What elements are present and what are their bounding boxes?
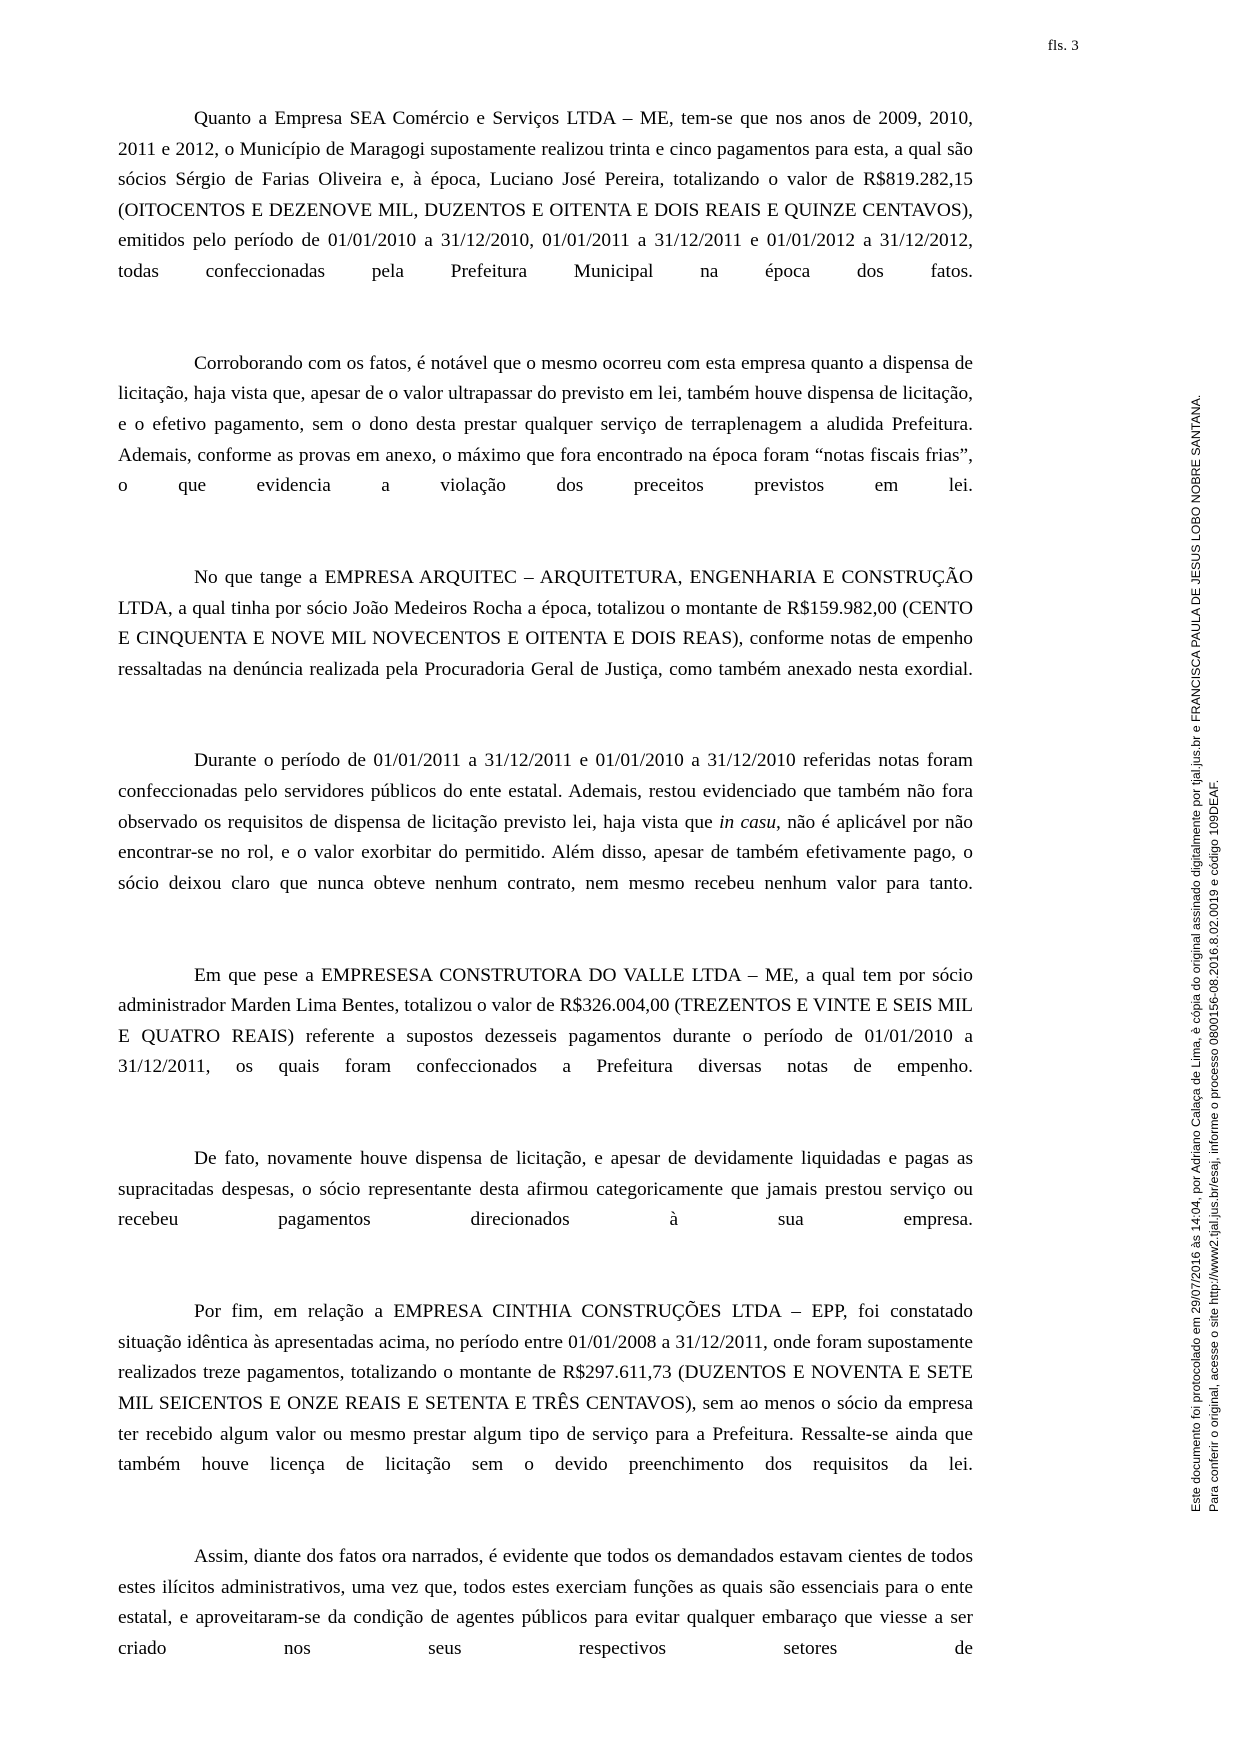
paragraph-arquitec: No que tange a EMPRESA ARQUITEC – ARQUITETURA, ENGENHARIA E CONSTRUÇÃO LTDA, a qual tinha por sócio João Medeiros Rocha a época, totalizou o montante de R$159.982,00 (CENTO E CINQUENTA E NOVE MIL NOVECENTOS E OITENTA E DOIS REAS), conforme notas de empenho ressaltadas na denúncia realizada pela Procuradoria Geral de Justiça, como também anexado nesta exordial.	[118, 566, 973, 680]
document-body	[118, 104, 973, 1695]
signature-verification-line: Para conferir o original, acesse o site http://www2.tjal.jus.br/esaj, informe o processo 0800156-08.2016.8.02.0019 e código 109DEAF.	[1207, 779, 1221, 1512]
paragraph-de-fato: De fato, novamente houve dispensa de licitação, e apesar de devidamente liquidadas e pagas as supracitadas despesas, o sócio representante desta afirmou categoricamente que jamais prestou serviço ou recebeu pagamentos direcionados à sua empresa.	[118, 1148, 973, 1231]
page-folio-number: fls. 3	[1047, 38, 1079, 54]
paragraph-durante-periodo	[118, 746, 973, 930]
paragraph-cinthia-construcoes: Por fim, em relação a EMPRESA CINTHIA CONSTRUÇÕES LTDA – EPP, foi constatado situação idêntica às apresentadas acima, no período entre 01/01/2008 a 31/12/2011, onde foram supostamente realizados treze pagamentos, totalizando o montante de R$297.611,73 (DUZENTOS E NOVENTA E SETE MIL SEICENTOS E ONZE REAIS E SETENTA E TRÊS CENTAVOS), sem ao menos o sócio da empresa ter recebido algum valor ou mesmo prestar algum tipo de serviço para a Prefeitura. Ressalte-se ainda que também houve licença de licitação sem o devido preenchimento dos requisitos da lei.	[118, 1301, 973, 1476]
paragraph-corroborando: Corroborando com os fatos, é notável que o mesmo ocorreu com esta empresa quanto a dispensa de licitação, haja vista que, apesar de o valor ultrapassar do previsto em lei, também houve dispensa de licitação, e o efetivo pagamento, sem o dono desta prestar qualquer serviço de terraplenagem a aludida Prefeitura. Ademais, conforme as provas em anexo, o máximo que fora encontrado na época foram “notas fiscais frias”, o que evidencia a violação dos preceitos previstos em lei.	[118, 352, 973, 497]
paragraph-segment-italic-in-casu: in casu	[719, 811, 777, 833]
digital-signature-strip	[1171, 0, 1231, 1754]
signature-protocol-line: Este documento foi protocolado em 29/07/2016 às 14:04, por Adriano Calaça de Lima, è cópia do original assinado digitalmente por tjal.jus.br e FRANCISCA PAULA DE JESUS LOBO NOBRE SANTANA.	[1189, 394, 1203, 1512]
paragraph-sea-comercio: Quanto a Empresa SEA Comércio e Serviços LTDA – ME, tem-se que nos anos de 2009, 2010, 2011 e 2012, o Município de Maragogi supostamente realizou trinta e cinco pagamentos para esta, a qual são sócios Sérgio de Farias Oliveira e, à época, Luciano José Pereira, totalizando o valor de R$819.282,15 (OITOCENTOS E DEZENOVE MIL, DUZENTOS E OITENTA E DOIS REAIS E QUINZE CENTAVOS), emitidos pelo período de 01/01/2010 a 31/12/2010, 01/01/2011 a 31/12/2011 e 01/01/2012 a 31/12/2012, todas confeccionadas pela Prefeitura Municipal na época dos fatos.	[118, 108, 973, 282]
paragraph-assim-diante: Assim, diante dos fatos ora narrados, é evidente que todos os demandados estavam cientes de todos estes ilícitos administrativos, uma vez que, todos estes exerciam funções as quais são essenciais para o ente estatal, e aproveitaram-se da condição de agentes públicos para evitar qualquer embaraço que viesse a ser criado nos seus respectivos setores de	[118, 1545, 973, 1659]
paragraph-segment-text: Durante o período de 01/01/2011 a 31/12/2011 e 01/01/2010 a 31/12/2010 referidas notas foram confeccionadas pelo servidores públicos do ente estatal. Ademais, restou evidenciado que também não fora observado os requisitos de dispensa de licitação previsto lei, haja vista que	[118, 750, 973, 833]
paragraph-construtora-valle: Em que pese a EMPRESESA CONSTRUTORA DO VALLE LTDA – ME, a qual tem por sócio administrador Marden Lima Bentes, totalizou o valor de R$326.004,00 (TREZENTOS E VINTE E SEIS MIL E QUATRO REAIS) referente a supostos dezesseis pagamentos durante o período de 01/01/2010 a 31/12/2011, os quais foram confeccionados a Prefeitura diversas notas de empenho.	[118, 964, 973, 1078]
paragraph-segment-text-2: , não é aplicável por não encontrar-se no rol, e o valor exorbitar do permitido. Além disso, apesar de também efetivamente pago, o sócio deixou claro que nunca obteve nenhum contrato, nem mesmo recebeu nenhum valor para tanto.	[118, 811, 973, 894]
